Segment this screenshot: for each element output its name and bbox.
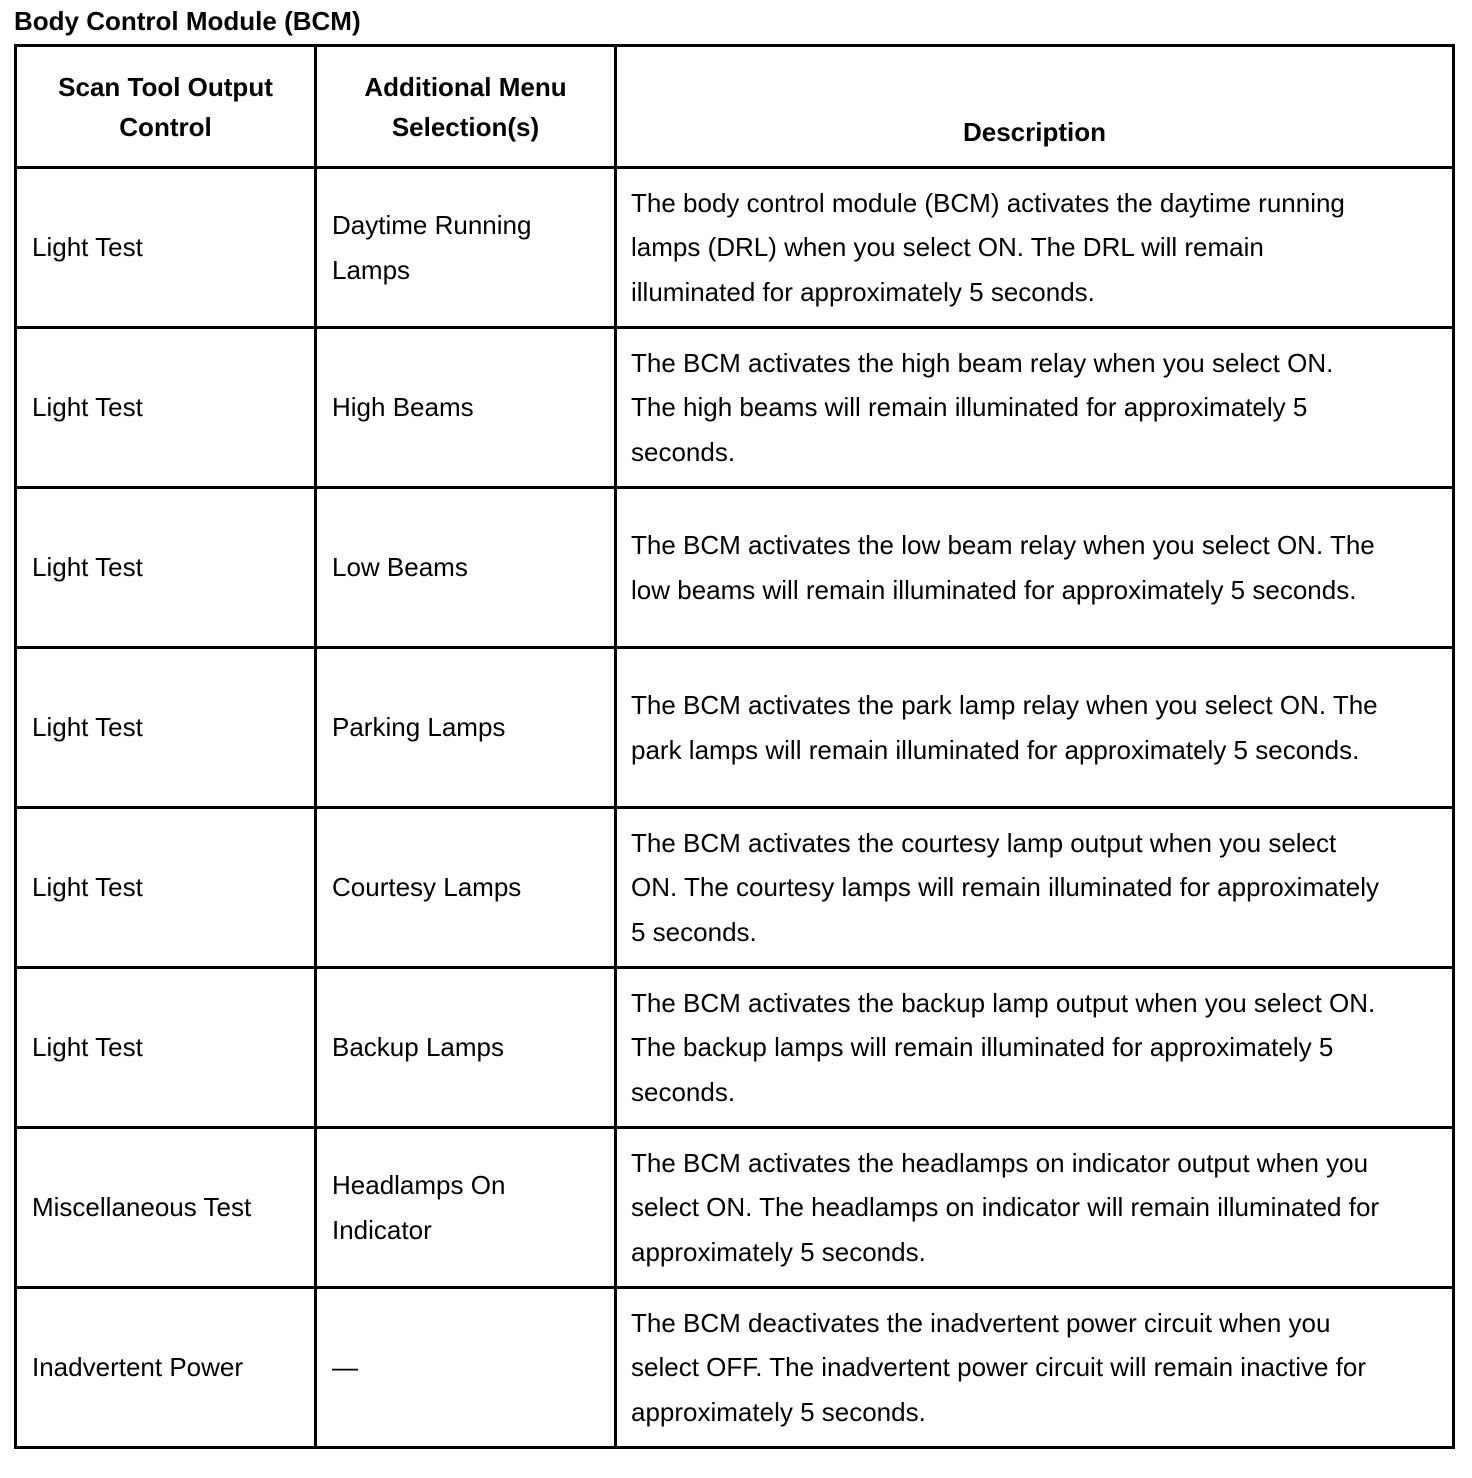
table-header-row xyxy=(16,46,1454,168)
bcm-output-control-table xyxy=(14,44,1455,1449)
cell-description: The BCM activates the low beam relay when you select ON. The low beams will remain illuminated for approximately 5 seconds. xyxy=(616,488,1454,648)
cell-control: Light Test xyxy=(16,328,316,488)
table-row xyxy=(16,328,1454,488)
header-scan-tool-output-control: Scan Tool Output Control xyxy=(16,46,316,168)
table-row xyxy=(16,1128,1454,1288)
cell-control: Miscellaneous Test xyxy=(16,1128,316,1288)
table-row xyxy=(16,968,1454,1128)
header-additional-menu-selections: Additional Menu Selection(s) xyxy=(316,46,616,168)
cell-description: The body control module (BCM) activates the daytime running lamps (DRL) when you select ON. The DRL will remain illuminated for approximately 5 seconds. xyxy=(616,168,1454,328)
cell-menu: High Beams xyxy=(316,328,616,488)
cell-description: The BCM activates the high beam relay when you select ON. The high beams will remain illuminated for approximately 5 seconds. xyxy=(616,328,1454,488)
cell-control: Light Test xyxy=(16,168,316,328)
cell-control: Light Test xyxy=(16,968,316,1128)
table-row xyxy=(16,648,1454,808)
cell-menu: Daytime Running Lamps xyxy=(316,168,616,328)
table-row xyxy=(16,1288,1454,1448)
table-row xyxy=(16,808,1454,968)
cell-control: Light Test xyxy=(16,808,316,968)
cell-description: The BCM activates the backup lamp output when you select ON. The backup lamps will remain illuminated for approximately 5 seconds. xyxy=(616,968,1454,1128)
cell-description: The BCM activates the courtesy lamp output when you select ON. The courtesy lamps will remain illuminated for approximately 5 seconds. xyxy=(616,808,1454,968)
header-description: Description xyxy=(616,46,1454,168)
table-row xyxy=(16,488,1454,648)
page-title: Body Control Module (BCM) xyxy=(14,6,361,36)
cell-menu: Parking Lamps xyxy=(316,648,616,808)
cell-menu: — xyxy=(316,1288,616,1448)
cell-menu: Headlamps On Indicator xyxy=(316,1128,616,1288)
table-row xyxy=(16,168,1454,328)
cell-menu: Courtesy Lamps xyxy=(316,808,616,968)
cell-control: Light Test xyxy=(16,488,316,648)
cell-description: The BCM activates the park lamp relay when you select ON. The park lamps will remain illuminated for approximately 5 seconds. xyxy=(616,648,1454,808)
cell-description: The BCM activates the headlamps on indicator output when you select ON. The headlamps on indicator will remain illuminated for approximately 5 seconds. xyxy=(616,1128,1454,1288)
cell-description: The BCM deactivates the inadvertent power circuit when you select OFF. The inadvertent power circuit will remain inactive for approximately 5 seconds. xyxy=(616,1288,1454,1448)
cell-control: Inadvertent Power xyxy=(16,1288,316,1448)
cell-menu: Low Beams xyxy=(316,488,616,648)
cell-control: Light Test xyxy=(16,648,316,808)
cell-menu: Backup Lamps xyxy=(316,968,616,1128)
